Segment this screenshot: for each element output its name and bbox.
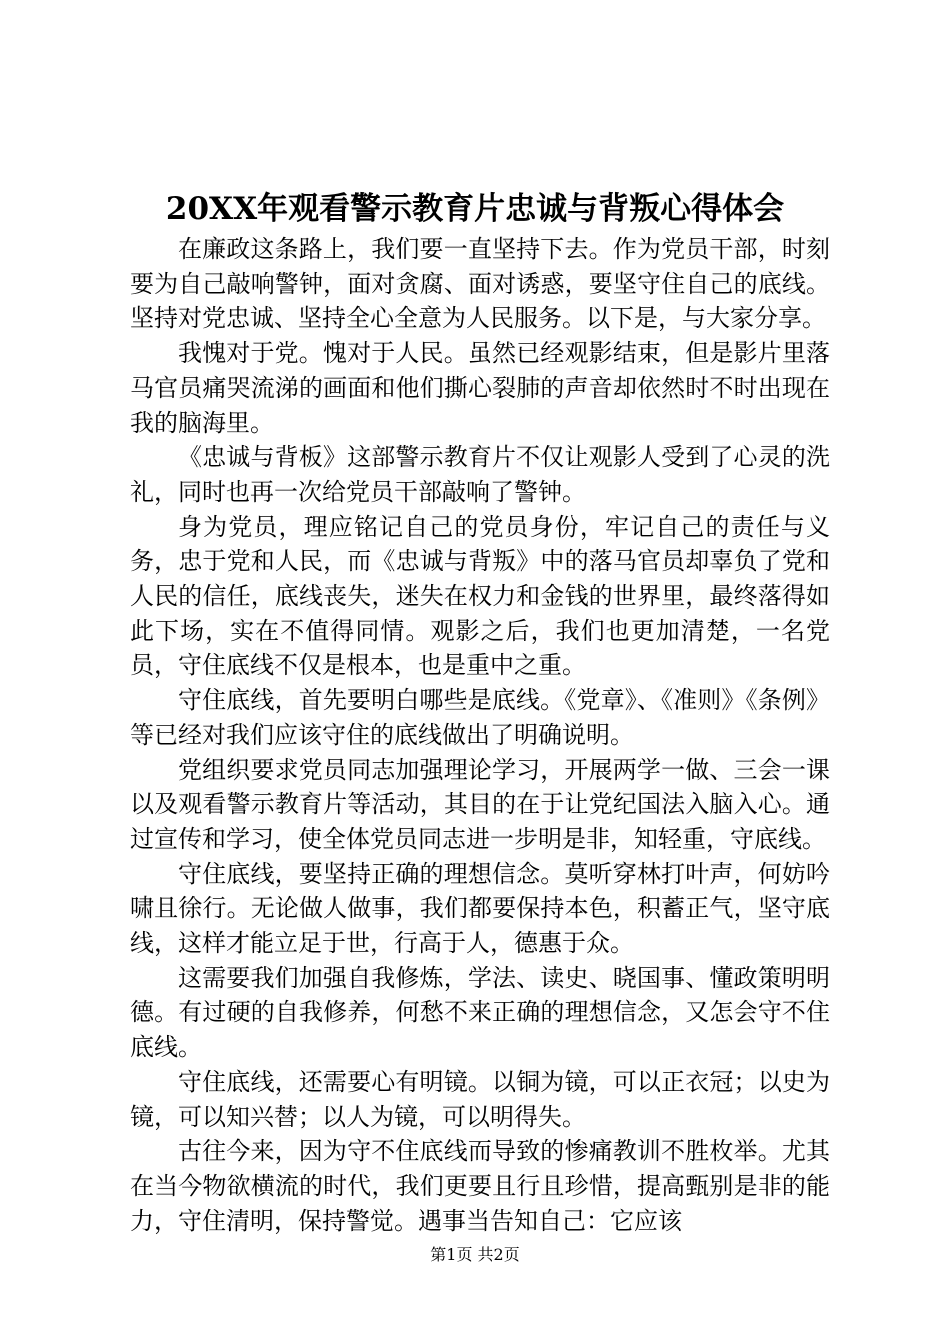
paragraph: 《忠诚与背板》这部警示教育片不仅让观影人受到了心灵的洗礼，同时也再一次给党员干部敲响了警钟。	[130, 443, 830, 506]
paragraph: 这需要我们加强自我修炼，学法、读史、晓国事、懂政策明明德。有过硬的自我修养，何愁不来正确的理想信念，又怎会守不住底线。	[130, 963, 830, 1062]
page-footer: 第1页 共2页	[430, 1245, 520, 1264]
document-title: 20XX年观看警示教育片忠诚与背叛心得体会	[165, 191, 785, 227]
paragraph: 古往今来，因为守不住底线而导致的惨痛教训不胜枚举。尤其在当今物欲横流的时代，我们更要且行且珍惜，提高甄别是非的能力，守住清明，保持警觉。遇事当告知自己：它应该	[130, 1137, 830, 1235]
paragraph: 党组织要求党员同志加强理论学习，开展两学一做、三会一课以及观看警示教育片等活动，其目的在于让党纪国法入脑入心。通过宣传和学习，使全体党员同志进一步明是非，知轻重，守底线。	[130, 755, 830, 853]
paragraph: 在廉政这条路上，我们要一直坚持下去。作为党员干部，时刻要为自己敲响警钟，面对贪腐、面对诱惑，要坚守住自己的底线。坚持对党忠诚、坚持全心全意为人民服务。以下是，与大家分享。	[130, 235, 830, 333]
document-body	[130, 232, 830, 1238]
paragraph: 守住底线，要坚持正确的理想信念。莫听穿林打叶声，何妨吟啸且徐行。无论做人做事，我们都要保持本色，积蓄正气，坚守底线，这样才能立足于世，行高于人，德惠于众。	[130, 859, 830, 958]
paragraph: 身为党员，理应铭记自己的党员身份，牢记自己的责任与义务，忠于党和人民，而《忠诚与背叛》中的落马官员却辜负了党和人民的信任，底线丧失，迷失在权力和金钱的世界里，最终落得如此下场，实在不值得同情。观影之后，我们也更加清楚，一名党员，守住底线不仅是根本，也是重中之重。	[130, 512, 830, 680]
paragraph: 守住底线，还需要心有明镜。以铜为镜，可以正衣冠；以史为镜，可以知兴替；以人为镜，可以明得失。	[130, 1067, 830, 1131]
paragraph: 守住底线，首先要明白哪些是底线。《党章》、《准则》《条例》等已经对我们应该守住的底线做出了明确说明。	[130, 686, 830, 749]
paragraph: 我愧对于党。愧对于人民。虽然已经观影结束，但是影片里落马官员痛哭流涕的画面和他们撕心裂肺的声音却依然时不时出现在我的脑海里。	[130, 339, 830, 437]
